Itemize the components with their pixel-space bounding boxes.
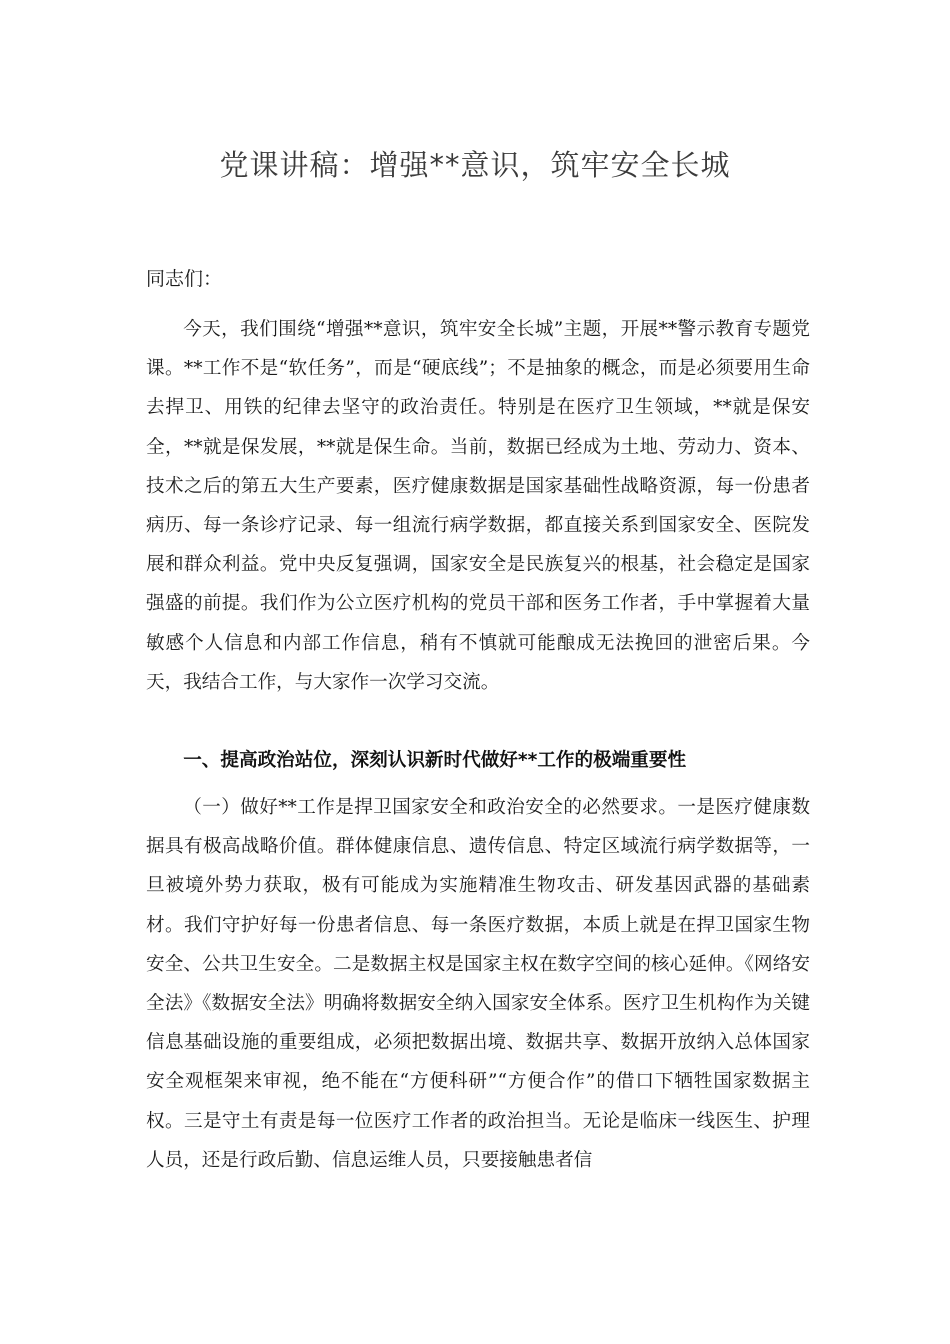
salutation: 同志们： — [146, 268, 223, 290]
body-paragraph: （一）做好**工作是捍卫国家安全和政治安全的必然要求。一是医疗健康数据具有极高战略价值。群体健康信息、遗传信息、特定区域流行病学数据等，一旦被境外势力获取，极有可能成为实施精准生物攻击、研发基因武器的基础素材。我们守护好每一份患者信息、每一条医疗数据，本质上就是在捍卫国家生物安全、公共卫生安全。二是数据主权是国家主权在数字空间的核心延伸。《网络安全法》《数据安全法》明确将数据安全纳入国家安全体系。医疗卫生机构作为关键信息基础设施的重要组成，必须把数据出境、数据共享、数据开放纳入总体国家安全观框架来审视，绝不能在“方便科研”“方便合作”的借口下牺牲国家数据主权。三是守土有责是每一位医疗工作者的政治担当。无论是临床一线医生、护理人员，还是行政后勤、信息运维人员，只要接触患者信 — [146, 797, 810, 1171]
body-paragraph: 今天，我们围绕“增强**意识，筑牢安全长城”主题，开展**警示教育专题党课。**工作不是“软任务”，而是“硬底线”；不是抽象的概念，而是必须要用生命去捍卫、用铁的纪律去坚守的政治责任。特别是在医疗卫生领域，**就是保安全，**就是保发展，**就是保生命。当前，数据已经成为土地、劳动力、资本、技术之后的第五大生产要素，医疗健康数据是国家基础性战略资源，每一份患者病历、每一条诊疗记录、每一组流行病学数据，都直接关系到国家安全、医院发展和群众利益。党中央反复强调，国家安全是民族复兴的根基，社会稳定是国家强盛的前提。我们作为公立医疗机构的党员干部和医务工作者，手中掌握着大量敏感个人信息和内部工作信息，稍有不慎就可能酿成无法挽回的泄密后果。今天，我结合工作，与大家作一次学习交流。 — [146, 319, 810, 693]
document-title: 党课讲稿：增强**意识，筑牢安全长城 — [219, 148, 731, 182]
section-heading: 一、提高政治站位，深刻认识新时代做好**工作的极端重要性 — [183, 750, 687, 771]
